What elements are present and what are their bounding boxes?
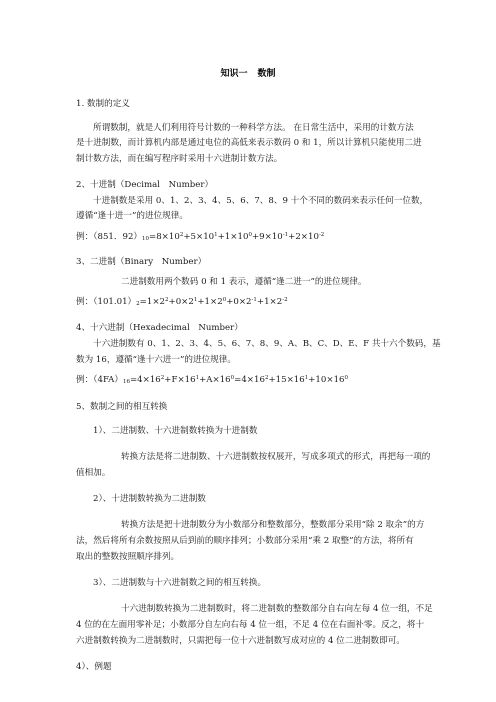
term-coef: =1×2 bbox=[139, 297, 165, 307]
term-exponent: -1 bbox=[282, 232, 289, 238]
term-coef: +5×10 bbox=[183, 232, 215, 242]
subsection-2-heading: 2）、十进制数转换为二进制数 bbox=[93, 494, 206, 504]
title-prefix: 知识一 bbox=[220, 69, 248, 79]
section-1-para-line: 所谓数制，就是人们利用符号计数的一种科学方法。 在日常生活中，采用的计数方法 bbox=[93, 123, 414, 133]
section-3-heading: 3、二进制（Binary Number） bbox=[76, 257, 207, 267]
term-exponent: 1 bbox=[214, 232, 218, 238]
subsection-1-para-line: 值相加。 bbox=[76, 468, 111, 478]
term-coef: =4×16 bbox=[129, 375, 161, 385]
subsection-3-para-line: 4 位的在左面用零补足；小数部分自左向右每 4 位一组，不足 4 位在右面补零。反之，将十 bbox=[76, 620, 425, 630]
section-1-heading: 1. 数制的定义 bbox=[76, 99, 130, 109]
term-coef: +1×2 bbox=[256, 297, 283, 307]
term-exponent: 0 bbox=[230, 375, 235, 381]
subsection-2-para-line: 取出的整数按照顺序排列。 bbox=[76, 552, 180, 562]
subsection-2-para-line: 法，然后将所有余数按照从后到前的顺序排列；小数部分采用“乘 2 取整”的方法，将所有 bbox=[76, 536, 414, 546]
page-title bbox=[0, 69, 496, 80]
term-exponent: 2 bbox=[160, 375, 165, 381]
term-coef: +F×16 bbox=[164, 375, 196, 385]
section-5-heading: 5、数制之间的相互转换 bbox=[76, 402, 168, 412]
term-exponent: 0 bbox=[344, 375, 349, 381]
section-1-para-line: 是十进制数，而计算机内部是通过电位的高低来表示数码 0 和 1，所以计算机只能使用二进 bbox=[76, 138, 422, 148]
term-coef: +1×2 bbox=[197, 297, 223, 307]
term-exponent: 2 bbox=[264, 375, 269, 381]
decimal-example-formula bbox=[0, 232, 496, 243]
term-coef: +A×16 bbox=[199, 375, 231, 385]
term-exponent: 0 bbox=[222, 297, 227, 303]
term-exponent: -2 bbox=[318, 232, 325, 238]
example-lead: 例：（101.01） bbox=[76, 297, 137, 307]
term-coef: +1×10 bbox=[217, 232, 249, 242]
section-1-para-line: 制计数方法，而在编写程序时采用十六进制计数方法。 bbox=[76, 154, 283, 164]
subsection-3-para-line: 六进制数转换为二进制数时，只需把每一位十六进制数写成对应的 4 位二进制数即可。 bbox=[76, 636, 405, 646]
term-coef: =8×10 bbox=[149, 232, 180, 242]
term-coef: +15×16 bbox=[268, 375, 305, 385]
section-2-heading: 2、十进制（Decimal Number） bbox=[76, 180, 214, 190]
base-subscript: 2 bbox=[136, 301, 140, 307]
subsection-3-heading: 3）、二进制数与十六进制数之间的相互转换。 bbox=[93, 578, 267, 588]
term-coef: =4×16 bbox=[234, 375, 265, 385]
term-exponent: -2 bbox=[282, 297, 288, 303]
section-4-para-line: 数为 16，遵循“逢十六进一”的进位规律。 bbox=[76, 355, 236, 365]
subsection-4-heading: 4）、例题 bbox=[76, 662, 112, 672]
section-3-para-line: 二进制数用两个数码 0 和 1 表示，遵循“逢二进一”的进位规律。 bbox=[121, 277, 367, 287]
term-exponent: 1 bbox=[193, 297, 198, 303]
base-subscript: 10 bbox=[142, 236, 150, 242]
term-coef: +9×10 bbox=[251, 232, 283, 242]
hex-example-formula bbox=[0, 375, 496, 386]
example-lead: 例：（4FA） bbox=[76, 375, 123, 385]
subsection-1-heading: 1）、二进制数、十六进制数转换为十进制数 bbox=[93, 426, 258, 436]
subsection-3-para-line: 十六进制数转换为二进制数时，将二进制数的整数部分自右向左每 4 位一组，不足 bbox=[121, 604, 433, 614]
term-coef: +0×2 bbox=[168, 297, 194, 307]
section-4-heading: 4、十六进制（Hexadecimal Number） bbox=[76, 323, 243, 333]
subsection-1-para-line: 转换方法是将二进制数、十六进制数按权展开，写成多项式的形式，再把每一项的 bbox=[121, 452, 431, 462]
section-2-para-line: 遵循“逢十进一”的进位规律。 bbox=[76, 211, 188, 221]
term-exponent: -1 bbox=[251, 297, 257, 303]
term-coef: +0×2 bbox=[226, 297, 252, 307]
subsection-2-para-line: 转换方法是把十进制数分为小数部分和整数部分，整数部分采用“除 2 取余”的方 bbox=[121, 520, 425, 530]
example-lead: 例：（851．92） bbox=[76, 232, 143, 242]
title-text: 数制 bbox=[257, 69, 276, 79]
term-exponent: 1 bbox=[304, 375, 309, 381]
term-exponent: 2 bbox=[179, 232, 184, 238]
term-exponent: 0 bbox=[248, 232, 252, 238]
section-2-para-line: 十进制数是采用 0、1、2、3、4、5、6、7、8、9 十个不同的数码来表示任何一位数， bbox=[93, 196, 429, 206]
section-4-para-line: 十六进制数有 0、1、2、3、4、5、6、7、8、9、A、B、C、D、E、F 共十六个数码，基 bbox=[93, 339, 441, 349]
base-subscript: 16 bbox=[122, 379, 130, 385]
term-exponent: 1 bbox=[195, 375, 200, 381]
term-coef: +10×16 bbox=[308, 375, 345, 385]
term-exponent: 2 bbox=[165, 297, 169, 303]
term-coef: +2×10 bbox=[288, 232, 319, 242]
binary-example-formula bbox=[0, 297, 496, 308]
